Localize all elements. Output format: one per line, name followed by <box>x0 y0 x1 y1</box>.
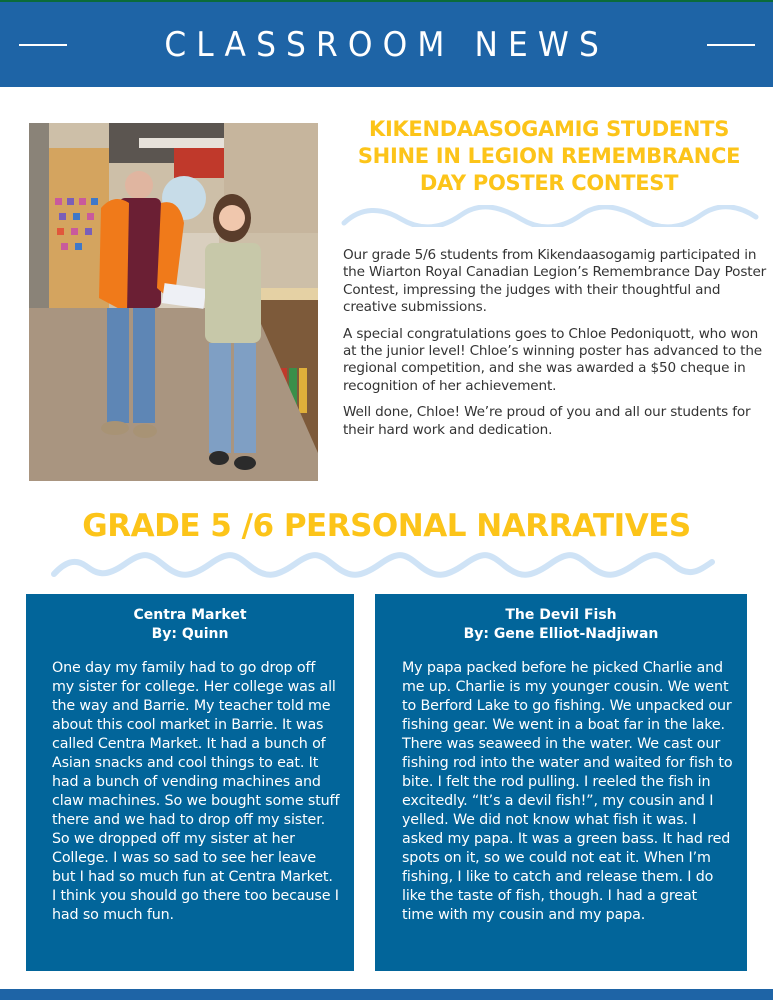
photo-illustration <box>29 123 318 481</box>
article-body <box>343 247 768 448</box>
newsletter-header <box>0 2 773 87</box>
narrative-byline: By: Quinn <box>151 626 229 642</box>
article-paragraph: Our grade 5/6 students from Kikendaasogamig participated in the Wiarton Royal Canadian Legion’s Remembrance Day Poster Contest, impressing the judges with their thoughtful and creative submissions. <box>343 247 767 316</box>
article-paragraph: Well done, Chloe! We’re proud of you and all our students for their hard work and dedication. <box>343 404 751 438</box>
wave-divider <box>341 205 759 227</box>
narrative-card <box>26 594 354 971</box>
article-headline: KIKENDAASOGAMIG STUDENTS SHINE IN LEGION REMEMBRANCE DAY POSTER CONTEST <box>357 117 741 195</box>
narrative-title: The Devil Fish <box>505 607 617 623</box>
narrative-text: My papa packed before he picked Charlie and me up. Charlie is my younger cousin. We went to Berford Lake to go fishing. We unpacked our fishing gear. We went in a boat far in the lake. There was seaweed in the water. We cast our fishing rod into the water and waited for fish to bite. I felt the rod pulling. I reeled the fish in excitedly. “It’s a devil fish!”, my cousin and I yelled. We did not know what fish it was. I asked my papa. It was a green bass. It had red spots on it, so we could not eat it. When I’m fishing, I like to catch and release them. I do like the taste of fish, though. I had a great time with my cousin and my papa. <box>402 660 733 923</box>
header-dash-left <box>19 44 67 46</box>
article-paragraph: A special congratulations goes to Chloe Pedoniquott, who won at the junior level! Chloe’s winning poster has advanced to the regional competition, and she was awarded a $50 cheque in recognition of her achievement. <box>343 325 763 394</box>
section-heading: GRADE 5 /6 PERSONAL NARRATIVES <box>82 508 691 544</box>
footer-bar <box>0 989 773 1000</box>
narrative-text: One day my family had to go drop off my sister for college. Her college was all the way and Barrie. My teacher told me about this cool market in Barrie. It was called Centra Market. It had a bunch of Asian snacks and cool things to eat. It had a bunch of vending machines and claw machines. So we bought some stuff there and we had to drop off my sister. So we dropped off my sister at her College. I was so sad to see her leave but I had so much fun at Centra Market. I think you should go there too because I had so much fun. <box>52 660 340 923</box>
narrative-card <box>375 594 747 971</box>
narrative-byline: By: Gene Elliot-Nadjiwan <box>463 626 659 642</box>
newsletter-title: CLASSROOM NEWS <box>164 24 609 65</box>
narrative-title: Centra Market <box>133 607 247 623</box>
header-dash-right <box>707 44 755 46</box>
article-photo <box>29 123 318 481</box>
wave-divider <box>50 550 715 580</box>
